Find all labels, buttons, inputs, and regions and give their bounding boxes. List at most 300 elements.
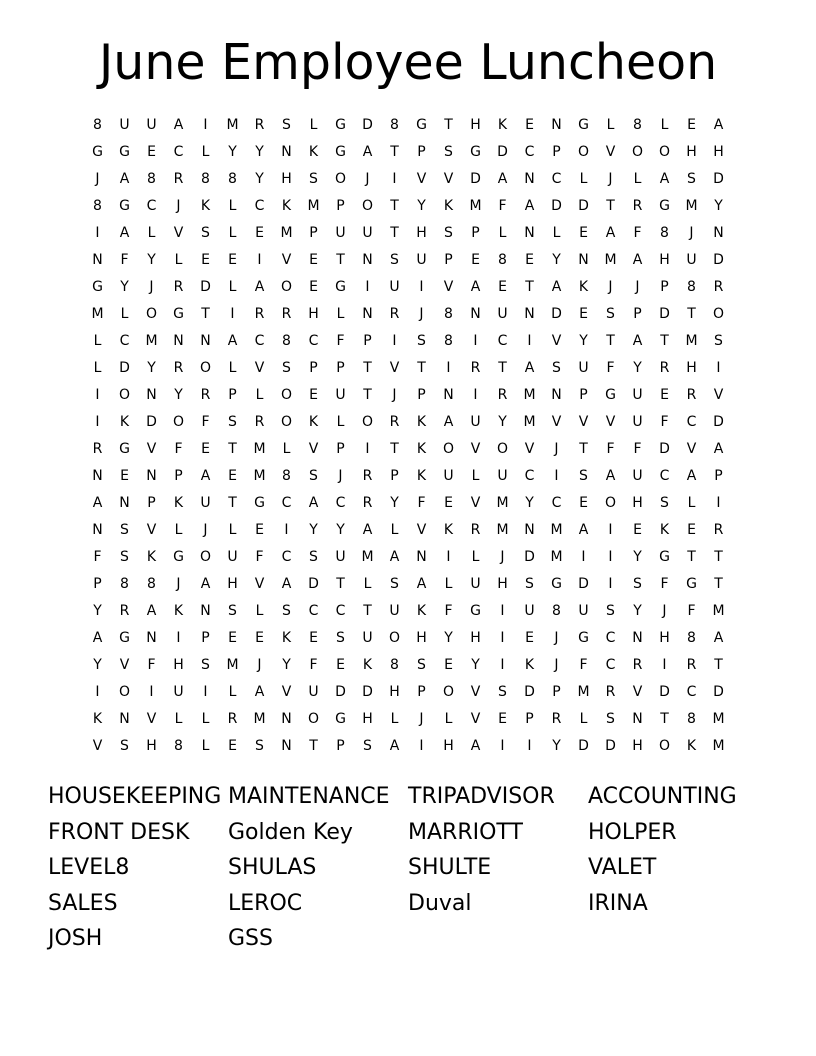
grid-letter: J: [662, 603, 667, 619]
grid-letter: O: [199, 549, 212, 565]
grid-letter: U: [335, 549, 346, 565]
grid-letter: S: [228, 603, 237, 619]
grid-row: [84, 625, 732, 652]
grid-letter: E: [498, 711, 507, 727]
grid-letter: U: [578, 360, 589, 376]
grid-letter: A: [119, 171, 130, 187]
grid-letter: E: [660, 387, 669, 403]
grid-letter: N: [578, 252, 589, 268]
grid-letter: H: [173, 657, 184, 673]
grid-letter: E: [687, 522, 696, 538]
grid-letter: S: [660, 495, 669, 511]
grid-letter: G: [119, 198, 130, 214]
grid-letter: J: [608, 279, 613, 295]
grid-letter: Y: [417, 198, 426, 214]
grid-letter: N: [362, 252, 373, 268]
grid-letter: A: [470, 279, 481, 295]
grid-letter: A: [470, 738, 481, 754]
grid-letter: L: [93, 360, 102, 376]
grid-letter: A: [686, 468, 697, 484]
grid-letter: S: [309, 468, 318, 484]
grid-letter: D: [146, 414, 157, 430]
grid-letter: M: [712, 711, 725, 727]
grid-letter: N: [416, 549, 427, 565]
grid-letter: U: [389, 603, 400, 619]
word-list-item: SHULTE: [408, 855, 492, 880]
grid-letter: I: [203, 117, 208, 133]
grid-letter: S: [282, 117, 291, 133]
grid-letter: C: [551, 495, 562, 511]
grid-letter: Y: [120, 279, 129, 295]
grid-letter: J: [689, 225, 694, 241]
grid-letter: 8: [687, 711, 696, 727]
grid-letter: O: [280, 279, 293, 295]
grid-letter: L: [255, 387, 264, 403]
grid-letter: M: [577, 684, 590, 700]
grid-letter: Y: [471, 657, 480, 673]
grid-letter: M: [604, 252, 617, 268]
grid-letter: H: [416, 225, 427, 241]
grid-letter: T: [498, 360, 507, 376]
grid-letter: U: [146, 117, 157, 133]
grid-row: [84, 436, 732, 463]
grid-letter: J: [257, 657, 262, 673]
grid-letter: E: [309, 387, 318, 403]
grid-letter: Y: [255, 171, 264, 187]
grid-letter: E: [255, 225, 264, 241]
grid-letter: N: [632, 630, 643, 646]
grid-letter: K: [281, 630, 292, 646]
grid-letter: R: [173, 279, 184, 295]
grid-letter: J: [176, 576, 181, 592]
grid-letter: I: [662, 657, 667, 673]
grid-letter: O: [280, 387, 293, 403]
word-list-item: MARRIOTT: [408, 819, 523, 845]
grid-letter: E: [201, 441, 210, 457]
grid-letter: K: [92, 711, 103, 727]
grid-letter: S: [228, 414, 237, 430]
grid-letter: U: [173, 684, 184, 700]
grid-letter: M: [523, 387, 536, 403]
grid-letter: J: [554, 441, 559, 457]
grid-letter: V: [713, 387, 724, 403]
grid-letter: R: [605, 684, 616, 700]
grid-letter: V: [146, 522, 157, 538]
grid-letter: L: [93, 333, 102, 349]
word-list-item: HOUSEKEEPING: [48, 784, 222, 809]
grid-letter: T: [390, 441, 399, 457]
grid-letter: G: [470, 144, 481, 160]
grid-letter: Y: [390, 495, 399, 511]
grid-letter: V: [146, 711, 157, 727]
grid-row: [84, 112, 732, 139]
grid-letter: S: [444, 225, 453, 241]
grid-letter: N: [200, 333, 211, 349]
grid-letter: V: [686, 441, 697, 457]
grid-letter: F: [255, 549, 264, 565]
grid-row: [84, 463, 732, 490]
grid-letter: 8: [228, 171, 237, 187]
grid-letter: M: [145, 333, 158, 349]
grid-row: [84, 652, 732, 679]
grid-letter: S: [606, 711, 615, 727]
grid-letter: R: [281, 306, 292, 322]
grid-letter: O: [442, 684, 455, 700]
grid-letter: 8: [120, 576, 129, 592]
grid-letter: G: [173, 549, 184, 565]
grid-letter: M: [91, 306, 104, 322]
grid-letter: O: [442, 441, 455, 457]
grid-letter: M: [496, 495, 509, 511]
grid-letter: N: [470, 306, 481, 322]
word-list-item: JOSH: [48, 926, 103, 951]
grid-letter: G: [173, 306, 184, 322]
grid-letter: J: [608, 171, 613, 187]
grid-letter: I: [500, 657, 505, 673]
grid-letter: L: [228, 279, 237, 295]
grid-letter: M: [712, 603, 725, 619]
grid-letter: I: [446, 360, 451, 376]
grid-letter: P: [579, 387, 588, 403]
grid-letter: S: [282, 603, 291, 619]
grid-letter: C: [308, 603, 319, 619]
grid-letter: R: [254, 414, 265, 430]
grid-letter: R: [632, 657, 643, 673]
grid-letter: T: [363, 387, 372, 403]
grid-letter: D: [713, 252, 724, 268]
grid-letter: F: [309, 657, 318, 673]
grid-letter: I: [473, 333, 478, 349]
grid-letter: K: [200, 198, 211, 214]
grid-letter: E: [201, 252, 210, 268]
grid-letter: D: [713, 414, 724, 430]
grid-letter: I: [608, 522, 613, 538]
grid-letter: P: [336, 441, 345, 457]
letter-grid: [84, 112, 732, 760]
grid-letter: H: [389, 684, 400, 700]
grid-letter: K: [416, 441, 427, 457]
grid-letter: A: [578, 522, 589, 538]
grid-letter: V: [605, 144, 616, 160]
grid-letter: E: [525, 630, 534, 646]
grid-letter: U: [362, 630, 373, 646]
grid-letter: D: [659, 684, 670, 700]
grid-letter: F: [660, 414, 669, 430]
grid-letter: M: [307, 198, 320, 214]
grid-letter: P: [336, 738, 345, 754]
grid-letter: E: [309, 630, 318, 646]
grid-letter: P: [390, 468, 399, 484]
grid-letter: T: [390, 198, 399, 214]
grid-letter: S: [309, 549, 318, 565]
grid-letter: U: [686, 252, 697, 268]
grid-letter: S: [417, 657, 426, 673]
grid-letter: U: [470, 414, 481, 430]
grid-letter: Y: [147, 360, 156, 376]
grid-letter: N: [281, 144, 292, 160]
grid-letter: O: [307, 711, 320, 727]
grid-letter: D: [578, 738, 589, 754]
grid-letter: V: [254, 576, 265, 592]
grid-letter: L: [633, 171, 642, 187]
grid-letter: V: [551, 414, 562, 430]
grid-letter: H: [497, 576, 508, 592]
grid-letter: L: [687, 495, 696, 511]
grid-row: [84, 409, 732, 436]
grid-letter: E: [309, 279, 318, 295]
grid-letter: 8: [633, 117, 642, 133]
grid-letter: A: [200, 468, 211, 484]
grid-letter: P: [309, 360, 318, 376]
grid-letter: E: [633, 522, 642, 538]
grid-letter: 8: [390, 117, 399, 133]
grid-letter: 8: [282, 333, 291, 349]
grid-letter: G: [470, 603, 481, 619]
grid-letter: P: [552, 144, 561, 160]
grid-letter: R: [686, 387, 697, 403]
grid-letter: L: [282, 441, 291, 457]
grid-letter: U: [632, 387, 643, 403]
grid-row: [84, 544, 732, 571]
grid-letter: R: [227, 711, 238, 727]
grid-letter: N: [92, 522, 103, 538]
grid-letter: A: [632, 333, 643, 349]
grid-letter: D: [308, 576, 319, 592]
grid-letter: E: [471, 252, 480, 268]
grid-letter: I: [95, 414, 100, 430]
grid-letter: M: [361, 549, 374, 565]
grid-letter: A: [416, 576, 427, 592]
grid-letter: H: [362, 711, 373, 727]
grid-letter: U: [227, 549, 238, 565]
grid-letter: T: [228, 441, 237, 457]
grid-letter: A: [254, 684, 265, 700]
grid-letter: C: [524, 144, 535, 160]
grid-letter: K: [281, 198, 292, 214]
grid-letter: V: [146, 441, 157, 457]
grid-letter: L: [390, 711, 399, 727]
grid-letter: A: [146, 603, 157, 619]
grid-letter: P: [201, 630, 210, 646]
grid-letter: T: [309, 738, 318, 754]
grid-letter: A: [551, 279, 562, 295]
grid-letter: E: [687, 117, 696, 133]
grid-row: [84, 220, 732, 247]
grid-letter: H: [713, 144, 724, 160]
grid-letter: V: [119, 657, 130, 673]
grid-row: [84, 193, 732, 220]
grid-letter: P: [714, 468, 723, 484]
grid-letter: N: [443, 387, 454, 403]
grid-letter: A: [443, 414, 454, 430]
grid-letter: I: [284, 522, 289, 538]
grid-letter: K: [308, 414, 319, 430]
grid-letter: Y: [633, 603, 642, 619]
grid-letter: P: [363, 333, 372, 349]
grid-letter: L: [201, 144, 210, 160]
grid-letter: J: [95, 171, 100, 187]
grid-letter: V: [416, 522, 427, 538]
grid-letter: C: [119, 333, 130, 349]
grid-letter: A: [362, 522, 373, 538]
grid-letter: J: [419, 306, 424, 322]
grid-letter: F: [606, 360, 615, 376]
grid-letter: Y: [579, 333, 588, 349]
grid-letter: N: [173, 333, 184, 349]
grid-letter: M: [523, 414, 536, 430]
grid-letter: I: [500, 603, 505, 619]
grid-letter: M: [469, 198, 482, 214]
grid-letter: R: [713, 522, 724, 538]
grid-letter: R: [254, 306, 265, 322]
grid-letter: U: [335, 225, 346, 241]
grid-letter: I: [95, 225, 100, 241]
grid-letter: L: [444, 711, 453, 727]
grid-letter: 8: [498, 252, 507, 268]
grid-letter: S: [579, 468, 588, 484]
grid-letter: S: [282, 360, 291, 376]
grid-letter: S: [498, 684, 507, 700]
grid-letter: P: [228, 387, 237, 403]
grid-letter: 8: [687, 279, 696, 295]
grid-letter: A: [659, 171, 670, 187]
grid-letter: S: [120, 522, 129, 538]
grid-letter: E: [579, 306, 588, 322]
grid-letter: T: [660, 711, 669, 727]
grid-letter: T: [336, 576, 345, 592]
grid-letter: E: [525, 252, 534, 268]
grid-letter: E: [579, 225, 588, 241]
grid-letter: L: [336, 414, 345, 430]
grid-letter: L: [390, 522, 399, 538]
grid-letter: K: [146, 549, 157, 565]
grid-letter: O: [172, 414, 185, 430]
grid-letter: R: [119, 603, 130, 619]
grid-letter: I: [608, 576, 613, 592]
grid-letter: U: [389, 279, 400, 295]
grid-row: [84, 571, 732, 598]
word-list-item: IRINA: [588, 890, 648, 916]
grid-letter: H: [686, 144, 697, 160]
grid-letter: P: [444, 252, 453, 268]
grid-row: [84, 355, 732, 382]
grid-letter: K: [524, 657, 535, 673]
grid-letter: F: [201, 414, 210, 430]
grid-letter: C: [254, 198, 265, 214]
grid-letter: Y: [93, 657, 102, 673]
grid-letter: L: [363, 576, 372, 592]
grid-letter: I: [500, 738, 505, 754]
grid-letter: K: [416, 468, 427, 484]
grid-letter: O: [118, 684, 131, 700]
grid-letter: K: [362, 657, 373, 673]
grid-letter: S: [201, 657, 210, 673]
grid-letter: K: [173, 603, 184, 619]
grid-letter: C: [605, 657, 616, 673]
grid-letter: U: [632, 468, 643, 484]
grid-letter: E: [147, 144, 156, 160]
grid-letter: N: [200, 603, 211, 619]
grid-letter: V: [605, 414, 616, 430]
grid-letter: L: [228, 198, 237, 214]
grid-letter: T: [714, 549, 723, 565]
grid-letter: R: [470, 522, 481, 538]
grid-letter: D: [713, 171, 724, 187]
grid-letter: E: [498, 279, 507, 295]
grid-letter: M: [550, 549, 563, 565]
grid-letter: T: [606, 333, 615, 349]
grid-letter: O: [334, 171, 347, 187]
grid-letter: R: [470, 360, 481, 376]
grid-row: [84, 733, 732, 760]
grid-row: [84, 517, 732, 544]
grid-letter: A: [281, 576, 292, 592]
grid-letter: P: [660, 279, 669, 295]
grid-letter: H: [146, 738, 157, 754]
grid-letter: N: [524, 225, 535, 241]
grid-letter: P: [552, 684, 561, 700]
grid-letter: P: [417, 684, 426, 700]
grid-letter: V: [443, 279, 454, 295]
grid-letter: V: [254, 360, 265, 376]
grid-letter: T: [390, 144, 399, 160]
grid-letter: T: [336, 252, 345, 268]
word-list-item: HOLPER: [588, 819, 677, 845]
grid-letter: D: [578, 198, 589, 214]
grid-letter: Y: [336, 522, 345, 538]
grid-row: [84, 706, 732, 733]
grid-letter: I: [716, 360, 721, 376]
grid-row: [84, 247, 732, 274]
grid-letter: N: [632, 711, 643, 727]
grid-letter: A: [632, 252, 643, 268]
grid-letter: O: [712, 306, 725, 322]
grid-letter: R: [362, 468, 373, 484]
grid-letter: P: [336, 360, 345, 376]
grid-letter: D: [713, 684, 724, 700]
grid-row: [84, 598, 732, 625]
grid-letter: F: [444, 603, 453, 619]
grid-letter: T: [363, 603, 372, 619]
grid-letter: 8: [552, 603, 561, 619]
grid-letter: G: [92, 279, 103, 295]
grid-letter: Y: [228, 144, 237, 160]
grid-letter: J: [203, 522, 208, 538]
grid-letter: G: [335, 279, 346, 295]
word-list-item: Golden Key: [228, 819, 353, 845]
grid-letter: C: [281, 495, 292, 511]
grid-letter: M: [226, 657, 239, 673]
grid-letter: 8: [201, 171, 210, 187]
grid-letter: Y: [309, 522, 318, 538]
grid-letter: L: [552, 225, 561, 241]
grid-letter: K: [416, 414, 427, 430]
grid-letter: L: [579, 171, 588, 187]
grid-letter: O: [361, 198, 374, 214]
word-list-item: ACCOUNTING: [588, 784, 737, 809]
grid-letter: C: [605, 630, 616, 646]
grid-letter: E: [309, 252, 318, 268]
grid-letter: 8: [282, 468, 291, 484]
grid-letter: R: [686, 657, 697, 673]
grid-letter: R: [92, 441, 103, 457]
grid-letter: N: [92, 252, 103, 268]
grid-letter: S: [525, 576, 534, 592]
grid-letter: P: [147, 495, 156, 511]
grid-letter: I: [527, 738, 532, 754]
grid-letter: V: [470, 441, 481, 457]
grid-letter: G: [92, 144, 103, 160]
